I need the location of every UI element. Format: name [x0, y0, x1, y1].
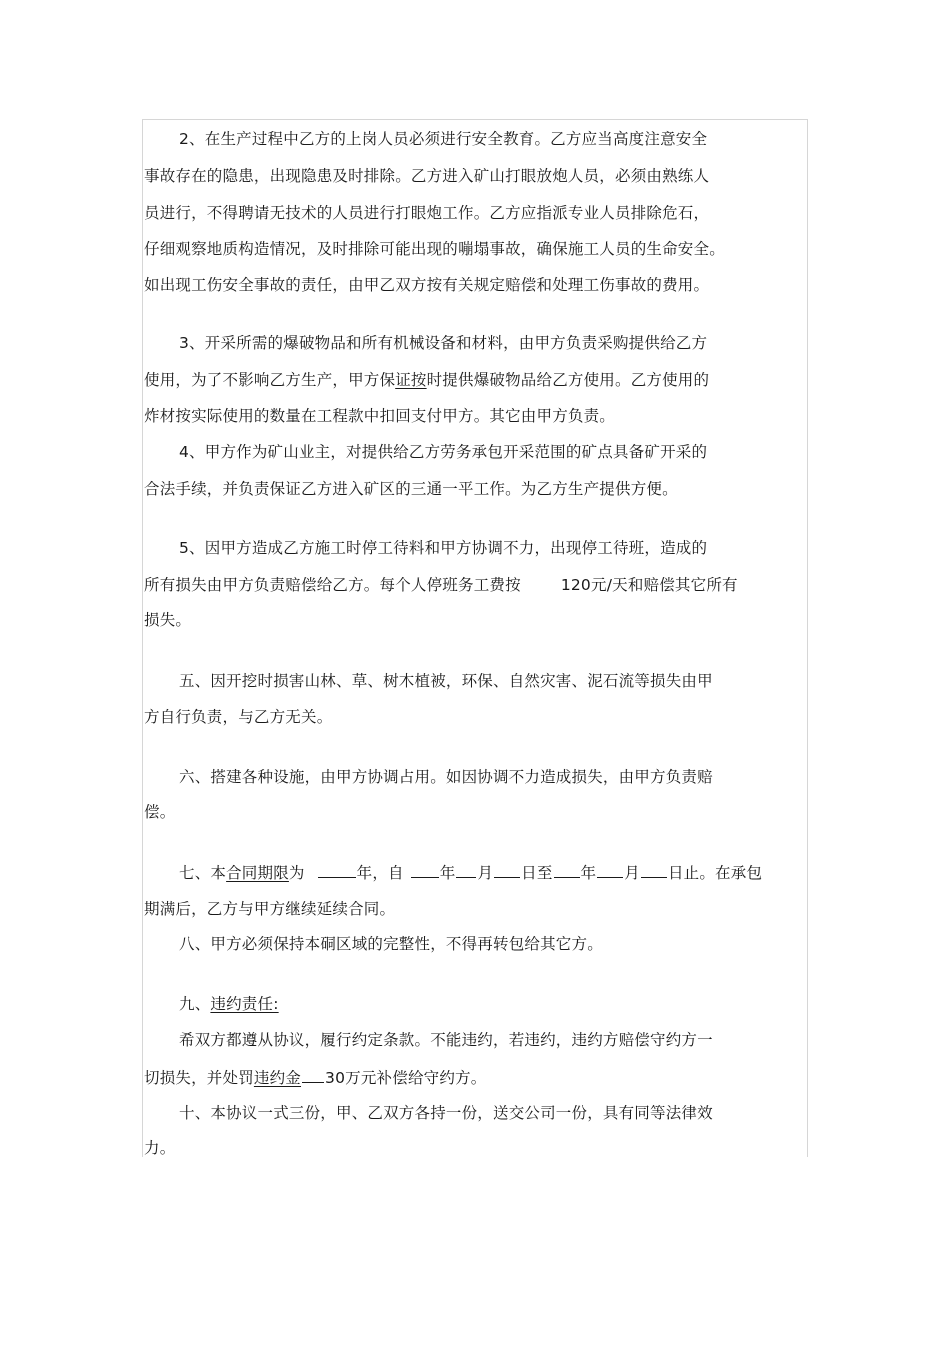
clause-2-line-4: 仔细观察地质构造情况，及时排除可能出现的嘣塌事故，确保施工人员的生命安全。: [144, 240, 725, 258]
breach-liability-heading: 违约责任:: [210, 995, 279, 1013]
clause-4-line-1: 4、甲方作为矿山业主，对提供给乙方劳务承包开采范围的矿点具备矿开采的: [179, 443, 708, 461]
penalty-label: 违约金: [253, 1069, 302, 1087]
clause-seven-line-2: 期满后，乙方与甲方继续延续合同。: [144, 900, 396, 918]
clause-ten-line-2: 力。: [144, 1139, 176, 1157]
clause-2-line-2: 事故存在的隐患，出现隐患及时排除。乙方进入矿山打眼放炮人员，必须由熟练人: [144, 167, 710, 185]
end-day-blank[interactable]: [641, 862, 667, 878]
clause-seven-nian: 年，自: [356, 864, 404, 882]
clause-nine-line-2-a: 切损失，并处罚: [144, 1069, 254, 1087]
contract-period-label: 合同期限: [226, 864, 289, 882]
years-blank[interactable]: [318, 862, 356, 878]
clause-2-line-3: 员进行，不得聘请无技术的人员进行打眼炮工作。乙方应指派专业人员排除危石，: [144, 204, 710, 222]
clause-six-line-2: 偿。: [144, 803, 176, 821]
clause-5-line-2: [144, 575, 738, 595]
start-month-blank[interactable]: [456, 862, 476, 878]
clause-4-line-2: 合法手续，并负责保证乙方进入矿区的三通一平工作。为乙方生产提供方便。: [144, 480, 678, 498]
clause-seven-yue: 月: [477, 864, 494, 882]
clause-5-line-2-b: 120元/天和赔偿其它所有: [560, 576, 738, 594]
clause-nine-title: [179, 994, 279, 1014]
clause-3-line-2-c: 时提供爆破物品给乙方使用。乙方使用的: [426, 371, 710, 389]
clause-nine-line-1: 希双方都遵从协议，履行约定条款。不能违约，若违约，违约方赔偿守约方一: [179, 1031, 713, 1049]
clause-3-line-3: 炸材按实际使用的数量在工程款中扣回支付甲方。其它由甲方负责。: [144, 407, 616, 425]
clause-nine-line-2-c: 30万元补偿给守约方。: [325, 1069, 487, 1087]
end-month-blank[interactable]: [597, 862, 623, 878]
clause-seven-rizhi: 日至: [521, 864, 553, 882]
clause-seven-nian3: 年: [580, 864, 597, 882]
clause-3-line-2: [144, 370, 709, 390]
clause-seven-line-1: [179, 862, 762, 883]
clause-eight-line-1: 八、甲方必须保持本硐区域的完整性，不得再转包给其它方。: [179, 935, 603, 953]
clause-seven-end: 日止。在承包: [667, 864, 763, 882]
clause-2-line-5: 如出现工伤安全事故的责任，由甲乙双方按有关规定赔偿和处理工伤事故的费用。: [144, 276, 710, 294]
clause-5-line-2-a: 所有损失由甲方负责赔偿给乙方。每个人停班务工费按: [144, 576, 521, 594]
end-year-blank[interactable]: [554, 862, 580, 878]
clause-six-line-1: 六、搭建各种设施，由甲方协调占用。如因协调不力造成损失，由甲方负责赔: [179, 768, 713, 786]
penalty-blank: [302, 1067, 324, 1083]
clause-5-line-3: 损失。: [144, 611, 192, 629]
start-year-blank[interactable]: [411, 862, 439, 878]
clause-3-line-2-a: 使用，为了不影响乙方生产，甲方保: [144, 371, 396, 389]
clause-3-line-1: 3、开采所需的爆破物品和所有机械设备和材料，由甲方负责采购提供给乙方: [179, 334, 708, 352]
clause-seven-nian2: 年: [439, 864, 456, 882]
clause-nine-number: 九、: [179, 995, 211, 1013]
clause-five-line-2: 方自行负责，与乙方无关。: [144, 708, 333, 726]
clause-seven-yue2: 月: [624, 864, 640, 882]
clause-seven-prefix: 七、本: [179, 864, 227, 882]
clause-2-line-1: 2、在生产过程中乙方的上岗人员必须进行安全教育。乙方应当高度注意安全: [179, 130, 708, 148]
start-day-blank[interactable]: [494, 862, 520, 878]
clause-3-underlined-text: 证按: [395, 371, 427, 389]
clause-seven-wei: 为: [288, 864, 305, 882]
clause-nine-line-2: [144, 1067, 486, 1088]
clause-ten-line-1: 十、本协议一式三份，甲、乙双方各持一份，送交公司一份，具有同等法律效: [179, 1104, 713, 1122]
clause-five-line-1: 五、因开挖时损害山林、草、树木植被，环保、自然灾害、泥石流等损失由甲: [179, 672, 713, 690]
clause-5-line-1: 5、因甲方造成乙方施工时停工待料和甲方协调不力，出现停工待班，造成的: [179, 539, 708, 557]
